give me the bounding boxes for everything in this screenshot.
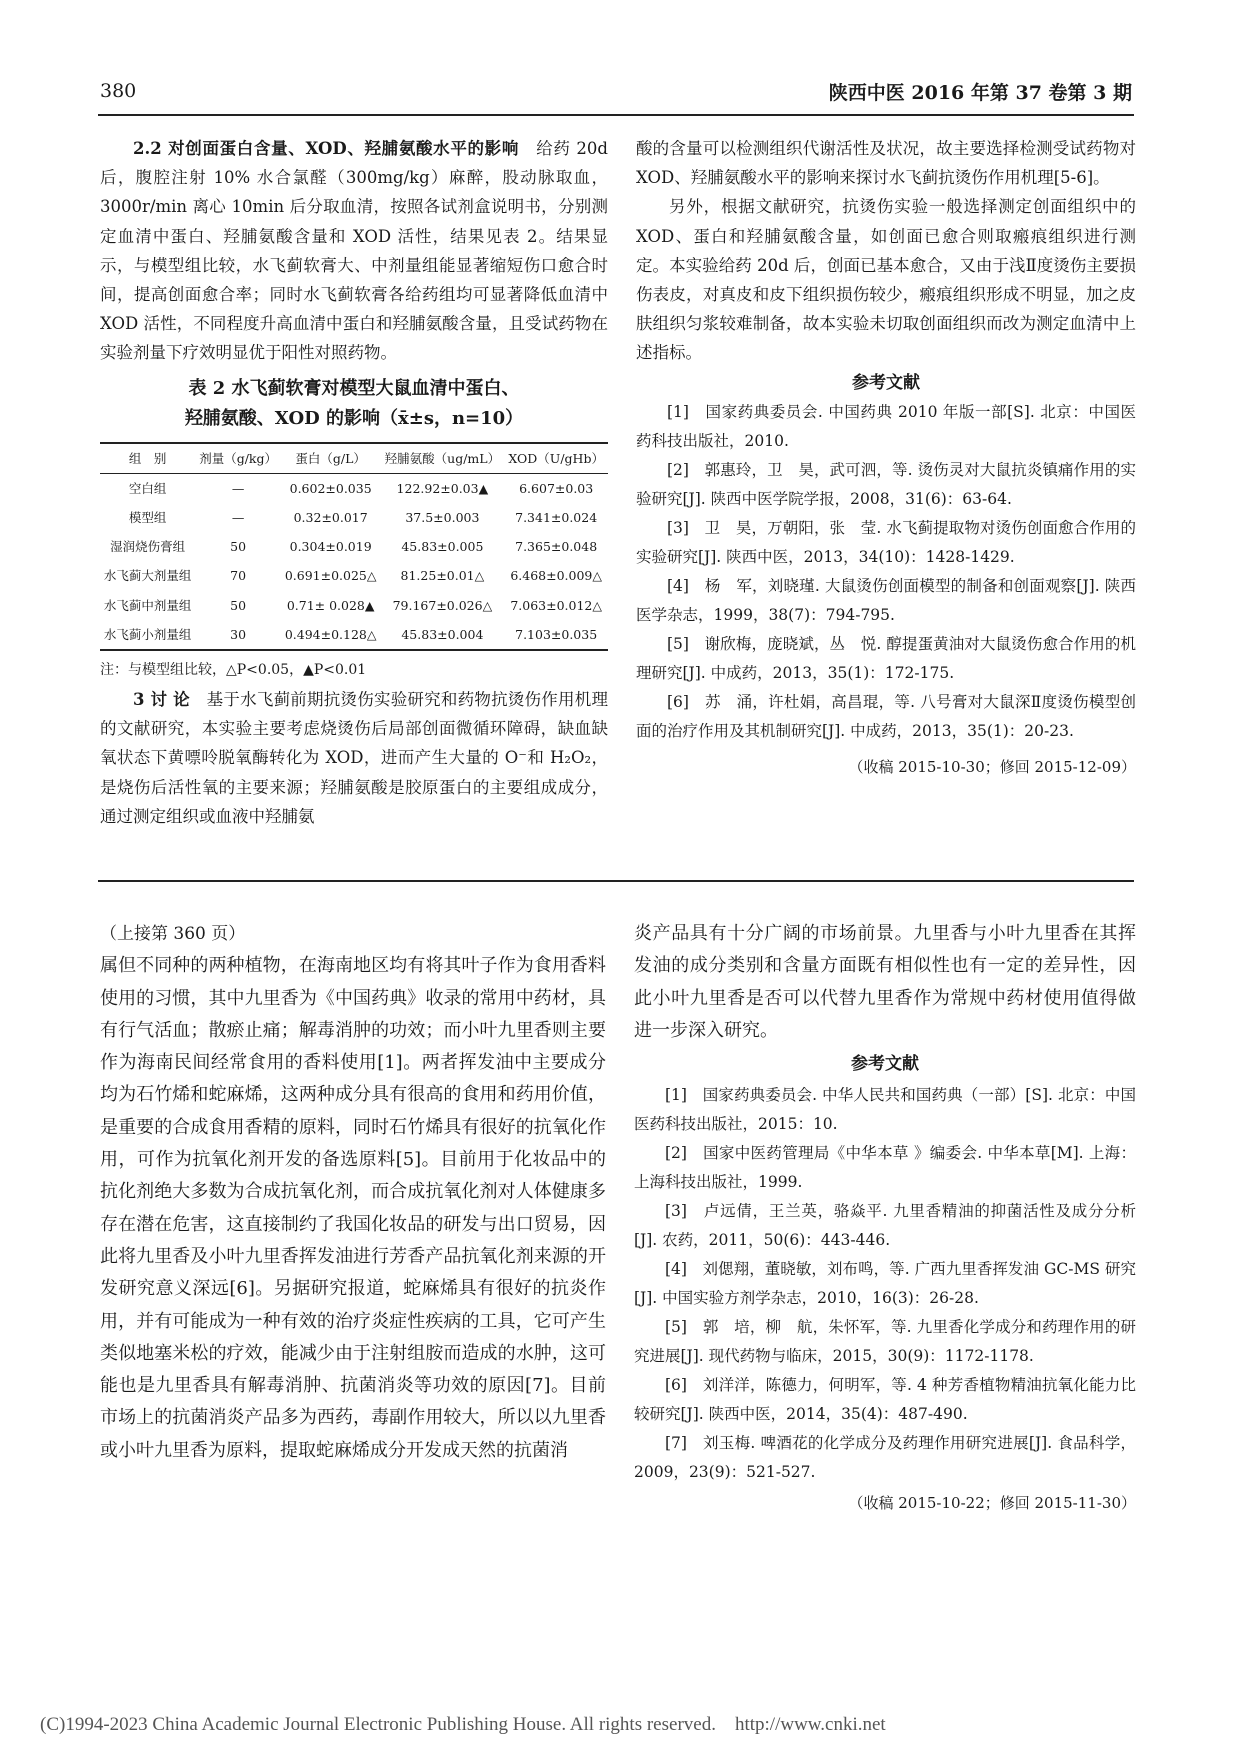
upper-left-column xyxy=(100,134,608,831)
table-header: XOD（U/gHb） xyxy=(508,450,604,466)
table-cell: — xyxy=(231,510,245,526)
table-header: 剂量（g/kg） xyxy=(199,450,277,466)
references-title-2: 参考文献 xyxy=(851,1054,919,1075)
continued-from-note: （上接第 360 页） xyxy=(100,924,246,944)
table-cell: 50 xyxy=(230,597,247,613)
journal-header: 陕西中医 2016 年第 37 卷第 3 期 xyxy=(828,82,1132,104)
reference-item: [5] 郭 培，柳 航，朱怀军，等. 九里香化学成分和药理作用的研究进展[J]. 现代药物与临床，2015，30(9)：1172-1178. xyxy=(634,1318,1136,1366)
received-date-2: （收稿 2015-10-22；修回 2015-11-30） xyxy=(848,1494,1136,1513)
reference-list xyxy=(636,398,1136,746)
table-2 xyxy=(100,442,608,651)
table-cell: 0.691±0.025△ xyxy=(284,568,377,584)
page-number: 380 xyxy=(100,80,137,102)
received-date: （收稿 2015-10-30；修回 2015-12-09） xyxy=(848,757,1136,776)
table-row xyxy=(100,503,608,532)
references-title: 参考文献 xyxy=(852,372,920,393)
reference-item: [2] 国家中医药管理局《中华本草 》编委会. 中华本草[M]. 上海：上海科技出版社，1999. xyxy=(634,1144,1136,1192)
upper-right-column xyxy=(636,134,1136,784)
section-3-body: 基于水飞蓟前期抗烫伤实验研究和药物抗烫伤作用机理的文献研究，本实验主要考虑烧烫伤后局部创面微循环障碍，缺血缺氧状态下黄嘌呤脱氧酶转化为 XOD，进而产生大量的 O⁻和 H₂O₂，是烧伤后活性氧的主要来源；羟脯氨酸是胶原蛋白的主要组成成分，通过测定组织或血液中羟脯氨 xyxy=(100,690,608,826)
table-cell: 6.468±0.009△ xyxy=(510,568,602,584)
table-cell: 0.304±0.019 xyxy=(289,539,372,555)
table-title-line2: 羟脯氨酸、XOD 的影响（x̄±s，n=10） xyxy=(184,407,524,429)
table-cell: 模型组 xyxy=(128,510,167,526)
table-row xyxy=(100,561,608,590)
lower-right-body: 炎产品具有十分广阔的市场前景。九里香与小叶九里香在其挥发油的成分类别和含量方面既有相似性也有一定的差异性，因此小叶九里香是否可以代替九里香作为常规中药材使用值得做进一步深入研究。 xyxy=(634,923,1136,1041)
table-header: 组 别 xyxy=(128,450,167,466)
table-cell: 122.92±0.03▲ xyxy=(396,480,489,496)
discussion-continued: 酸的含量可以检测组织代谢活性及状况，故主要选择检测受试药物对 XOD、羟脯氨酸水平的影响来探讨水飞蓟抗烫伤作用机理[5-6]。 xyxy=(636,139,1136,188)
table-cell: 79.167±0.026△ xyxy=(392,597,493,613)
table-cell: 30 xyxy=(230,626,247,642)
table-cell: 70 xyxy=(230,568,247,584)
table-cell: 37.5±0.003 xyxy=(405,510,480,526)
table-row xyxy=(100,620,608,650)
table-cell: 7.365±0.048 xyxy=(515,539,598,555)
section-2-2-title: 2.2 对创面蛋白含量、XOD、羟脯氨酸水平的影响 xyxy=(133,139,520,158)
section-3-title: 3 讨 论 xyxy=(133,690,190,710)
table-cell: 50 xyxy=(230,539,247,555)
reference-item: [6] 苏 涌，许杜娟，高昌琨，等. 八号膏对大鼠深Ⅱ度烫伤模型创面的治疗作用及其机制研究[J]. 中成药，2013，35(1)：20-23. xyxy=(636,692,1136,740)
lower-left-column xyxy=(100,918,606,1467)
table-cell: 7.063±0.012△ xyxy=(510,597,602,613)
table-cell: 水飞蓟小剂量组 xyxy=(103,626,192,642)
table-cell: 7.103±0.035 xyxy=(515,626,598,642)
table-cell: 0.602±0.035 xyxy=(289,480,372,496)
table-cell: 空白组 xyxy=(128,480,167,496)
table-row xyxy=(100,473,608,503)
table-cell: 0.71± 0.028▲ xyxy=(286,597,375,613)
reference-item: [4] 刘偲翔，董晓敏，刘布鸣，等. 广西九里香挥发油 GC-MS 研究[J]. 中国实验方剂学杂志，2010，16(3)：26-28. xyxy=(634,1260,1136,1308)
table-cell: 6.607±0.03 xyxy=(519,480,594,496)
reference-item: [2] 郭惠玲，卫 昊，武可泗，等. 烫伤灵对大鼠抗炎镇痛作用的实验研究[J]. 陕西中医学院学报，2008，31(6)：63-64. xyxy=(636,460,1136,508)
table-cell: 81.25±0.01△ xyxy=(400,568,485,584)
reference-item: [1] 国家药典委员会. 中华人民共和国药典（一部）[S]. 北京：中国医药科技出版社，2015：10. xyxy=(634,1086,1136,1134)
reference-item: [1] 国家药典委员会. 中国药典 2010 年版一部[S]. 北京：中国医药科技出版社，2010. xyxy=(636,402,1136,450)
table-note: 注：与模型组比较，△P<0.05，▲P<0.01 xyxy=(100,662,367,679)
reference-item: [4] 杨 军，刘晓瑾. 大鼠烫伤创面模型的制备和创面观察[J]. 陕西医学杂志，1999，38(7)：794-795. xyxy=(636,576,1136,624)
table-cell: 水飞蓟大剂量组 xyxy=(103,568,192,584)
reference-item: [5] 谢欣梅，庞晓斌，丛 悦. 醇提蛋黄油对大鼠烫伤愈合作用的机理研究[J]. 中成药，2013，35(1)：172-175. xyxy=(636,634,1136,682)
table-title-line1: 表 2 水飞蓟软膏对模型大鼠血清中蛋白、 xyxy=(188,377,520,399)
table-header: 羟脯氨酸（ug/mL） xyxy=(384,450,501,466)
table-cell: — xyxy=(231,480,245,496)
lower-right-column xyxy=(634,918,1136,1519)
header-rule xyxy=(98,114,1134,116)
reference-item: [3] 卢远倩，王兰英，骆焱平. 九里香精油的抑菌活性及成分分析[J]. 农药，2011，50(6)：443-446. xyxy=(634,1202,1136,1250)
table-row xyxy=(100,532,608,561)
table-cell: 0.494±0.128△ xyxy=(284,626,377,642)
table-cell: 7.341±0.024 xyxy=(515,510,598,526)
copyright-footer: (C)1994-2023 China Academic Journal Electronic Publishing House. All rights reserved. http://www.cnki.net xyxy=(40,1714,886,1735)
table-cell: 0.32±0.017 xyxy=(293,510,368,526)
reference-item: [6] 刘洋洋，陈德力，何明军，等. 4 种芳香植物精油抗氧化能力比较研究[J]. 陕西中医，2014，35(4)：487-490. xyxy=(634,1376,1136,1424)
section-2-2-body: 给药 20d 后，腹腔注射 10% 水合氯醛（300mg/kg）麻醉，股动脉取血，3000r/min 离心 10min 后分取血清，按照各试剂盒说明书，分别测定血清中蛋白、羟脯氨酸含量和 XOD 活性，结果见表 2。结果显示，与模型组比较，水飞蓟软膏大、中剂量组能显著缩短伤口愈合时间，提高创面愈合率；同时水飞蓟软膏各给药组均可显著降低血清中 XOD 活性，不同程度升高血清中蛋白和羟脯氨酸含量，且受试药物在实验剂量下疗效明显优于阳性对照药物。 xyxy=(100,139,608,363)
discussion-paragraph-2: 另外，根据文献研究，抗烫伤实验一般选择测定创面组织中的 XOD、蛋白和羟脯氨酸含量，如创面已愈合则取瘢痕组织进行测定。本实验给药 20d 后，创面已基本愈合，又由于浅Ⅱ度烫伤主要损伤表皮，对真皮和皮下组织损伤较少，瘢痕组织形成不明显，加之皮肤组织匀浆较难制备，故本实验未切取创面组织而改为测定血清中上述指标。 xyxy=(636,197,1136,363)
table-row xyxy=(100,591,608,620)
table-cell: 45.83±0.005 xyxy=(401,539,484,555)
table-header-row xyxy=(100,443,608,474)
lower-left-body: 属但不同种的两种植物，在海南地区均有将其叶子作为食用香料使用的习惯，其中九里香为《中国药典》收录的常用中药材，具有行气活血；散瘀止痛；解毒消肿的功效；而小叶九里香则主要作为海南民间经常食用的香料使用[1]。两者挥发油中主要成分均为石竹烯和蛇麻烯，这两种成分具有很高的食用和药用价值，是重要的合成食用香精的原料，同时石竹烯具有很好的抗氧化作用，可作为抗氧化剂开发的备选原料[5]。目前用于化妆品中的抗化剂绝大多数为合成抗氧化剂，而合成抗氧化剂对人体健康多存在潜在危害，这直接制约了我国化妆品的研发与出口贸易，因此将九里香及小叶九里香挥发油进行芳香产品抗氧化剂来源的开发研究意义深远[6]。另据研究报道，蛇麻烯具有很好的抗炎作用，并有可能成为一种有效的治疗炎症性疾病的工具，它可产生类似地塞米松的疗效，能减少由于注射组胺而造成的水肿，这可能也是九里香具有解毒消肿、抗菌消炎等功效的原因[7]。目前市场上的抗菌消炎产品多为西药，毒副作用较大，所以以九里香或小叶九里香为原料，提取蛇麻烯成分开发成天然的抗菌消 xyxy=(100,955,606,1461)
reference-item: [3] 卫 昊，万朝阳，张 莹. 水飞蓟提取物对烫伤创面愈合作用的实验研究[J]. 陕西中医，2013，34(10)：1428-1429. xyxy=(636,518,1136,566)
table-cell: 45.83±0.004 xyxy=(401,626,484,642)
table-cell: 水飞蓟中剂量组 xyxy=(103,597,192,613)
reference-list-2 xyxy=(634,1081,1136,1487)
reference-item: [7] 刘玉梅. 啤酒花的化学成分及药理作用研究进展[J]. 食品科学，2009，23(9)：521-527. xyxy=(634,1434,1136,1482)
table-header: 蛋白（g/L） xyxy=(295,450,366,466)
table-cell: 湿润烧伤膏组 xyxy=(110,539,186,555)
article-separator xyxy=(98,880,1134,882)
